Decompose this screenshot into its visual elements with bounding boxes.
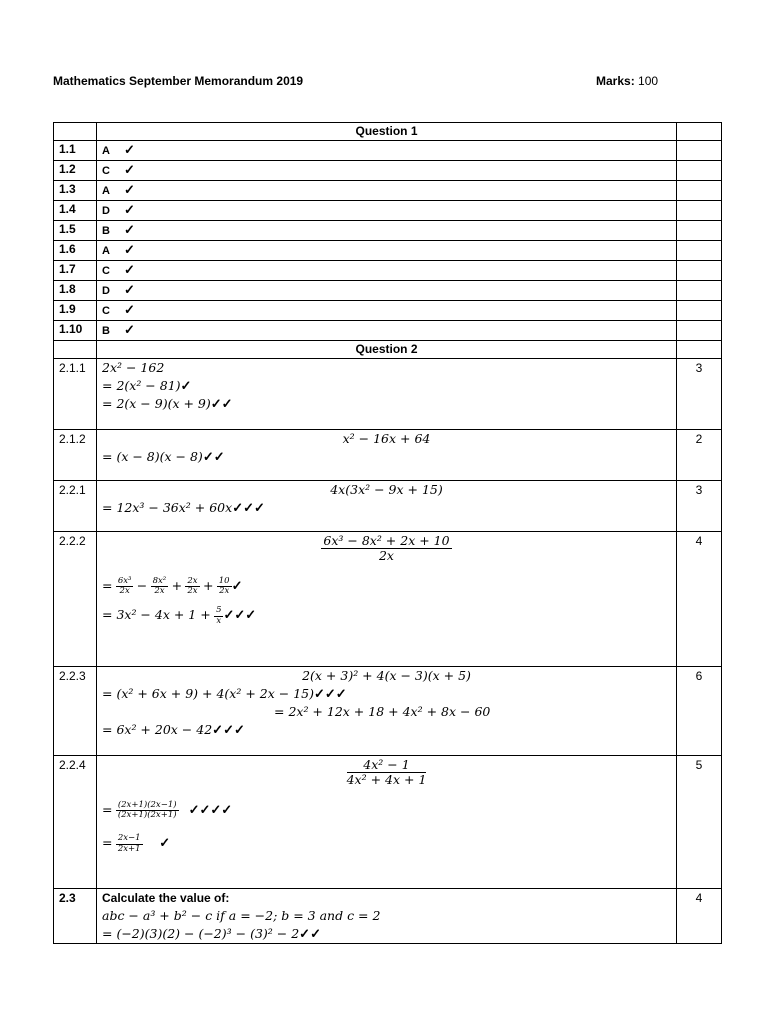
denominator: 2x+1	[117, 843, 141, 854]
page-header	[53, 74, 663, 94]
operator: +	[202, 577, 214, 593]
answer-cell	[97, 281, 677, 301]
check-mark: ✓✓	[299, 926, 321, 941]
solution-cell	[97, 532, 677, 667]
mark-allocation: 3	[677, 481, 722, 532]
fraction	[116, 801, 179, 821]
denominator: 2x	[119, 585, 130, 596]
answer-cell	[97, 301, 677, 321]
answer-letter: C	[102, 165, 110, 177]
question-number: 2.2.1	[54, 481, 97, 532]
numerator: 5	[216, 605, 222, 616]
marks-label: Marks:	[596, 74, 635, 88]
table-row-2-3	[54, 889, 722, 944]
check-mark: ✓	[124, 142, 135, 157]
numerator: 6x³	[117, 575, 132, 586]
table-row	[54, 201, 722, 221]
table-row	[54, 161, 722, 181]
answer-cell	[97, 261, 677, 281]
table-row-2-2-2	[54, 532, 722, 667]
check-mark: ✓	[124, 182, 135, 197]
answer-letter: D	[102, 285, 110, 297]
expression: = 2(x − 9)(x + 9)	[102, 396, 211, 411]
question-number: 1.7	[54, 261, 97, 281]
expression: 2x² − 162	[102, 360, 165, 375]
fraction	[116, 834, 143, 854]
memorandum-table	[53, 122, 722, 944]
answer-cell	[97, 321, 677, 341]
marks-value: 100	[638, 74, 659, 88]
numerator: 2x−1	[117, 833, 141, 844]
table-row	[54, 321, 722, 341]
question-number: 1.1	[54, 141, 97, 161]
check-mark: ✓✓	[202, 449, 225, 464]
question-number: 1.6	[54, 241, 97, 261]
question-number: 1.8	[54, 281, 97, 301]
check-mark: ✓	[124, 262, 135, 277]
denominator: 2x	[154, 585, 165, 596]
solution-cell	[97, 481, 677, 532]
equals: =	[102, 577, 113, 593]
equals: =	[102, 801, 113, 817]
answer-letter: A	[102, 185, 110, 197]
expression: 2(x + 3)² + 4(x − 3)(x + 5)	[302, 668, 471, 683]
expression: = 2(x² − 81)	[102, 378, 181, 393]
table-row	[54, 261, 722, 281]
table-row-2-2-3	[54, 667, 722, 756]
solution-cell	[97, 889, 677, 944]
denominator: 4x² + 4x + 1	[346, 771, 427, 787]
table-row	[54, 281, 722, 301]
check-mark: ✓✓✓	[232, 500, 265, 515]
solution-cell	[97, 359, 677, 430]
answer-letter: B	[102, 325, 110, 337]
fraction	[151, 577, 169, 597]
check-mark: ✓✓✓	[223, 607, 257, 623]
table-row	[54, 301, 722, 321]
denominator: x	[216, 615, 222, 626]
fraction	[185, 577, 199, 597]
table-row	[54, 221, 722, 241]
answer-cell	[97, 241, 677, 261]
fraction	[321, 534, 451, 563]
expression: = (x² + 6x + 9) + 4(x² + 2x − 15)	[102, 686, 314, 701]
table-row-2-1-2	[54, 430, 722, 481]
check-mark: ✓	[124, 162, 135, 177]
numerator: (2x+1)(2x−1)	[117, 799, 177, 810]
expression: abc − a³ + b² − c if a = −2; b = 3 and c = 2	[102, 908, 381, 923]
answer-letter: C	[102, 265, 110, 277]
question-number: 1.10	[54, 321, 97, 341]
question-1-header-row	[54, 123, 722, 141]
question-number: 2.3	[54, 889, 97, 944]
question-number: 2.1.2	[54, 430, 97, 481]
check-mark: ✓	[124, 242, 135, 257]
instruction: Calculate the value of:	[102, 891, 230, 905]
numerator: 6x³ − 8x² + 2x + 10	[323, 533, 450, 548]
expression: 4x(3x² − 9x + 15)	[330, 482, 443, 497]
table-row-2-2-1	[54, 481, 722, 532]
answer-cell	[97, 221, 677, 241]
answer-letter: A	[102, 145, 110, 157]
question-2-header-row	[54, 341, 722, 359]
numerator: 10	[218, 575, 230, 586]
answer-letter: A	[102, 245, 110, 257]
mark-allocation: 5	[677, 756, 722, 889]
mark-allocation: 4	[677, 532, 722, 667]
check-mark: ✓	[124, 302, 135, 317]
question-1-title: Question 1	[97, 123, 677, 141]
mark-allocation: 6	[677, 667, 722, 756]
check-mark: ✓	[231, 577, 243, 593]
check-mark: ✓	[159, 835, 171, 851]
numerator: 4x² − 1	[347, 758, 427, 773]
document-title: Mathematics September Memorandum 2019	[53, 74, 304, 88]
equals: =	[102, 835, 113, 851]
expression: x² − 16x + 64	[342, 431, 431, 446]
question-number: 1.4	[54, 201, 97, 221]
mark-allocation: 2	[677, 430, 722, 481]
check-mark: ✓	[124, 322, 135, 337]
table-row	[54, 141, 722, 161]
answer-letter: B	[102, 225, 110, 237]
mark-allocation: 4	[677, 889, 722, 944]
question-number: 1.9	[54, 301, 97, 321]
solution-cell	[97, 756, 677, 889]
check-mark: ✓	[124, 282, 135, 297]
expression: = 2x² + 12x + 18 + 4x² + 8x − 60	[274, 704, 491, 719]
answer-cell	[97, 201, 677, 221]
numerator: 2x	[187, 575, 198, 586]
table-row-2-2-4	[54, 756, 722, 889]
check-mark: ✓✓✓	[212, 722, 245, 737]
fraction	[347, 758, 427, 787]
question-number: 1.2	[54, 161, 97, 181]
answer-cell	[97, 181, 677, 201]
denominator: 2x	[187, 585, 198, 596]
expression: = (x − 8)(x − 8)	[102, 449, 203, 464]
answer-cell	[97, 161, 677, 181]
expression: = 6x² + 20x − 42	[102, 722, 213, 737]
fraction	[217, 577, 232, 597]
question-number: 2.2.3	[54, 667, 97, 756]
question-number: 2.2.2	[54, 532, 97, 667]
check-mark: ✓	[124, 202, 135, 217]
operator: −	[136, 577, 148, 593]
check-mark: ✓✓✓	[314, 686, 347, 701]
solution-cell	[97, 667, 677, 756]
table-row	[54, 181, 722, 201]
expression: = 3x² − 4x + 1 +	[102, 607, 211, 623]
question-number: 1.5	[54, 221, 97, 241]
denominator: 2x	[378, 547, 394, 563]
fraction	[116, 577, 134, 597]
check-mark: ✓	[124, 222, 135, 237]
solution-cell	[97, 430, 677, 481]
denominator: 2x	[219, 585, 230, 596]
question-number: 2.1.1	[54, 359, 97, 430]
numerator: 8x²	[152, 575, 167, 586]
denominator: (2x+1)(2x+1)	[117, 809, 177, 820]
answer-letter: D	[102, 205, 110, 217]
total-marks	[596, 74, 658, 88]
check-mark: ✓✓	[210, 396, 233, 411]
question-number: 1.3	[54, 181, 97, 201]
table-row	[54, 241, 722, 261]
check-mark: ✓✓✓✓	[188, 801, 233, 817]
expression: = 12x³ − 36x² + 60x	[102, 500, 233, 515]
answer-cell	[97, 141, 677, 161]
expression: = (−2)(3)(2) − (−2)³ − (3)² − 2	[102, 926, 300, 941]
table-row-2-1-1	[54, 359, 722, 430]
question-number: 2.2.4	[54, 756, 97, 889]
answer-letter: C	[102, 305, 110, 317]
mark-allocation: 3	[677, 359, 722, 430]
question-2-title: Question 2	[97, 341, 677, 359]
operator: +	[171, 577, 183, 593]
check-mark: ✓	[180, 378, 192, 393]
